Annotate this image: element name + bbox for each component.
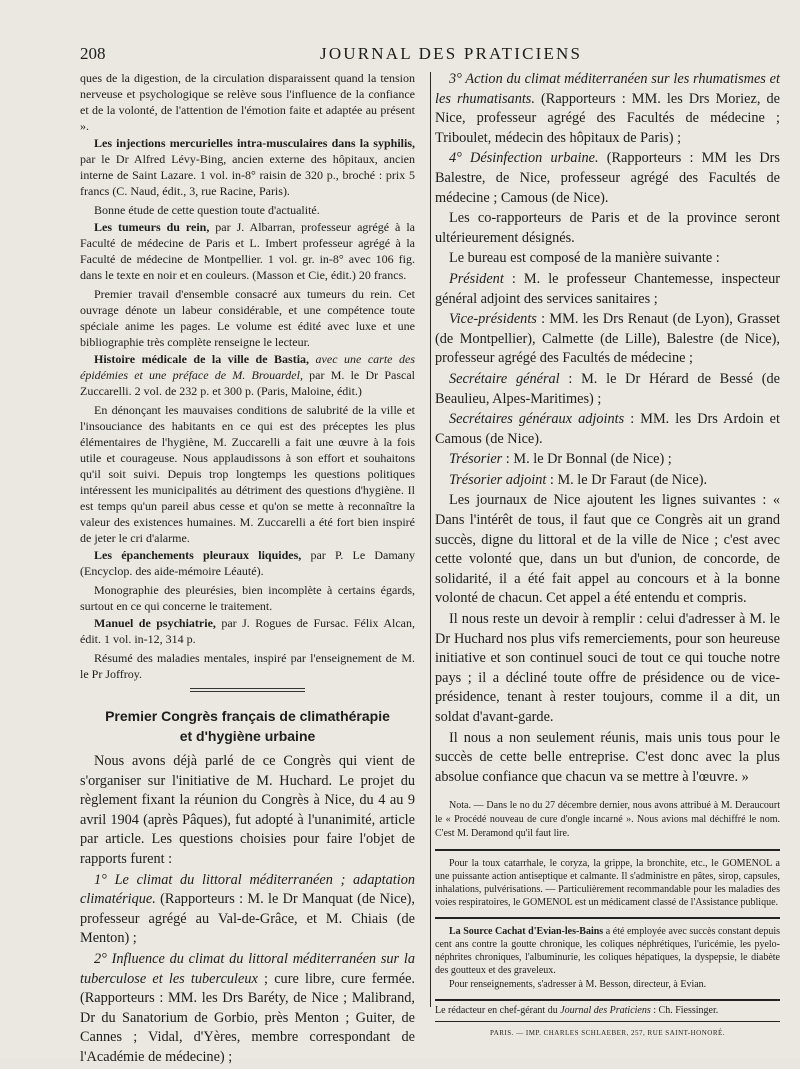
review-title: Les injections mercurielles intra-musculaires dans la syphilis, — [94, 136, 415, 150]
intro-paragraph: ques de la digestion, de la circulation disparaissent quand la tension nerveuse et psychologique se relève sous l'influence de la confiance et de la volonté, de l'attention de l'émotion faite et adaptée au présent ». — [80, 71, 415, 133]
evian-contact: Pour renseignements, s'adresser à M. Besson, directeur, à Evian. — [449, 979, 707, 991]
column-divider — [430, 72, 431, 1007]
role-label: Vice-présidents — [449, 311, 537, 328]
role-label: Secrétaire général — [449, 370, 560, 387]
editor-name: : Ch. Fiessinger. — [650, 1005, 719, 1017]
question-title: 4° Désinfection urbaine. — [449, 150, 599, 167]
role-holder: : MM. les Drs Renaut (de Lyon), Grasset (de Montpellier), Calmette (de Lille), Balestre (de Nice), professeur agrégé des Facultés de médecine ; — [435, 311, 780, 367]
section-heading — [80, 706, 415, 746]
review-psychiatrie — [80, 615, 415, 647]
page-header — [70, 42, 780, 66]
question-title: 1° Le climat du littoral méditerranéen ; adaptation climatérique. — [80, 871, 415, 908]
evian-ad — [435, 925, 780, 977]
role-holder: : M. le professeur Chantemesse, inspecteur général adjoint des services sanitaires ; — [435, 270, 780, 307]
review-title: Les épanchements pleuraux liquides, — [94, 548, 302, 562]
gomenol-ad: Pour la toux catarrhale, le coryza, la grippe, la bronchite, etc., le GOMENOL a une puissante action antiseptique et calmante. Il s'administre en pâtes, sirop, capsules, inhalations, pulvérisations. — Particulièrement recommandable pour les maladies des voies respiratoires, le GOMENOL est un médicament classé de l'Assistance publique. — [435, 858, 780, 909]
printer-line: PARIS. — IMP. CHARLES SCHLAEBER, 257, RUE SAINT-HONORÉ. — [489, 1029, 726, 1038]
question-title: 3° Action du climat méditerranéen sur les rhumatismes et les rhumatisants. — [435, 71, 780, 107]
role-label: Secrétaires généraux adjoints — [449, 411, 625, 428]
review-comment: Bonne étude de cette question toute d'actualité. — [94, 203, 320, 217]
question-1 — [80, 871, 415, 949]
bureau-tresorier-adjoint — [435, 471, 780, 491]
ad-divider — [435, 849, 780, 851]
bureau-secretaire-general — [435, 370, 780, 409]
evian-ad-text: a été employée avec succès constant depuis cent ans contre la goutte chronique, les coliques néphrétiques, l'uricémie, les pyelo-néphrites chroniques, l'albuminurie, les coliques hépatiques, la dyspepsie, le diabète des goutteux et des graveleux. — [435, 926, 780, 977]
role-label: Trésorier adjoint — [449, 471, 547, 488]
review-comment: En dénonçant les mauvaises conditions de salubrité de la ville et l'insouciance des habitants en ce qui est des préceptes les plus élémentaires de l'hygiène, M. Zuccarelli a fait une œuvre à la fois utile et courageuse. Nous applaudissons à son effort et souhaitons qu'il soit suivi. Depuis trop longtemps les questions politiques intéressent les municipalités au détriment des questions d'hygiène. Il est temps qu'un pareil abus cesse et qu'on se mette à reconnaître la valeur des existences humaines. M. Zuccarelli a été fort bien inspiré de jeter le cri d'alarme. — [80, 403, 415, 545]
review-details: par le Dr Alfred Lévy-Bing, ancien externe des hôpitaux, ancien interne de Saint Lazare. 1 vol. in-8° raisin de 320 p., broché : prix 5 francs (C. Naud, édit., 3, rue Racine, Paris). — [80, 152, 415, 198]
question-rapporteurs: ; cure libre, cure fermée. (Rapporteurs : MM. les Drs Baréty, de Nice ; Malibrand, Dr du Sanatorium de Gorbio, près Menton ; Guiter, de Cannes ; Vidal, d'Yères, membre correspondant de l'Académie de médecine) ; — [80, 970, 415, 1065]
question-rapporteurs: (Rapporteurs : MM les Drs Balestre, de Nice, professeur agrégé des Facultés de médecine ; Camous (de Nice). — [435, 150, 780, 206]
review-comment: Monographie des pleurésies, bien incomplète à certains égards, surtout en ce qui concerne le traitement. — [80, 583, 415, 613]
question-2 — [80, 950, 415, 1068]
question-rapporteurs: (Rapporteurs : MM. les Drs Moriez, de Nice, professeur agrégé des Facultés de médecine ; Triboulet, médecin des hôpitaux de Paris) ; — [435, 90, 780, 146]
review-comment: Résumé des maladies mentales, inspiré par l'enseignement de M. le Pr Joffroy. — [80, 651, 415, 681]
review-bastia — [80, 351, 415, 399]
devoir-paragraph: Il nous reste un devoir à remplir : celui d'adresser à M. le Dr Huchard nos plus vifs remerciements, pour son heureuse initiative et son continuel souci de tout ce qui touche notre pays ; il a décliné toute offre de présidence ou de vice-présidence, tenant à rester toujours, comme il a dit, un soldat d'avant-garde. — [435, 611, 780, 725]
page-number: 208 — [80, 44, 106, 63]
review-title: Histoire médicale de la ville de Bastia, — [94, 352, 310, 366]
section-divider — [190, 688, 305, 692]
reunis-paragraph: Il nous a non seulement réunis, mais unis tous pour le succès de cette belle entreprise. C'est donc avec la plus absolue confiance que chacun va se mettre à l'œuvre. » — [435, 729, 780, 785]
question-rapporteurs: (Rapporteurs : M. le Dr Manquat (de Nice), professeur agrégé au Val-de-Grâce, et M. Chiais (de Menton) ; — [80, 891, 415, 947]
editor-journal: Journal des Praticiens — [560, 1005, 651, 1017]
review-title: Manuel de psychiatrie, — [94, 616, 216, 630]
journaux-paragraph: Les journaux de Nice ajoutent les lignes suivantes : « Dans l'intérêt de tous, il faut que ce Congrès ait un grand succès, digne du littoral et de la ville de Nice ; c'est avec cette volonté que, dans un but d'union, de concorde, de solidarité, il a été fait appel au concours et à la bonne volonté de chacun. Cet appel a été entendu et compris. — [435, 492, 780, 607]
question-3 — [435, 70, 780, 148]
congress-intro: Nous avons déjà parlé de ce Congrès qui vient de s'organiser sur l'initiative de M. Huchard. Le projet du règlement fixant la réunion du Congrès à Nice, du 4 au 9 avril 1904 (après Pâques), fut adopté à l'unanimité, article par article. Les questions choisies pour faire l'objet de rapports furent : — [80, 753, 415, 867]
role-holder: : M. le Dr Bonnal (de Nice) ; — [502, 451, 672, 468]
bureau-intro: Le bureau est composé de la manière suivante : — [449, 250, 720, 267]
right-column — [435, 70, 780, 1041]
ad-divider — [435, 917, 780, 919]
editor-line — [435, 999, 780, 1022]
editor-label: Le rédacteur en chef-gérant du — [435, 1005, 561, 1017]
role-holder: : M. le Dr Hérard de Bessé (de Beaulieu, Alpes-Maritimes) ; — [435, 370, 781, 407]
journal-title: JOURNAL DES PRATICIENS — [320, 44, 583, 63]
review-epanchements — [80, 547, 415, 579]
bureau-secretaires-adjoints — [435, 410, 780, 449]
bureau-tresorier — [435, 450, 780, 470]
question-4 — [435, 149, 780, 208]
review-title: Les tumeurs du rein, — [94, 220, 210, 234]
section-heading-line-2: et d'hygiène urbaine — [179, 728, 316, 744]
role-label: Président — [449, 270, 504, 287]
review-details: par M. le Dr Pascal Zuccarelli. 2 vol. de 232 p. et 300 p. (Paris, Maloine, édit.) — [80, 368, 415, 398]
evian-ad-title: La Source Cachat d'Evian-les-Bains — [449, 926, 604, 938]
left-column — [80, 70, 415, 1069]
review-subtitle: avec une carte des épidémies et une préface de M. Brouardel, — [80, 352, 415, 382]
review-details: par J. Rogues de Fursac. Félix Alcan, édit. 1 vol. in-12, 314 p. — [80, 616, 415, 646]
review-tumeurs-rein — [80, 219, 415, 283]
role-label: Trésorier — [449, 451, 503, 468]
co-rapporteurs: Les co-rapporteurs de Paris et de la province seront ultérieurement désignés. — [435, 210, 780, 246]
nota-note: Nota. — Dans le no du 27 décembre dernier, nous avons attribué à M. Deraucourt le « Procédé nouveau de cure d'ongle incarné ». Nous avions mal déchiffré le nom. C'est M. Deramond qu'il faut lire. — [435, 800, 780, 840]
review-details: par J. Albarran, professeur agrégé à la Faculté de médecine de Paris et L. Imbert professeur agrégé à la Faculté de médecine de Montpellier. 1 vol. gr. in-8° avec 106 fig. dans le texte en noir et en couleurs. (Masson et Cie, édit.) 20 francs. — [80, 220, 415, 282]
review-comment: Premier travail d'ensemble consacré aux tumeurs du rein. Cet ouvrage dénote un labeur considérable, et une compétence toute spéciale anime les pages. Le volume est édité avec luxe et une bibliographie très complète renseigne le lecteur. — [80, 287, 415, 349]
role-holder: : MM. les Drs Ardoin et Camous (de Nice). — [435, 411, 780, 447]
review-details: par P. Le Damany (Encyclop. des aide-mémoire Léauté). — [80, 548, 415, 578]
review-syphilis — [80, 135, 415, 199]
bureau-vice-presidents — [435, 310, 780, 369]
role-holder: : M. le Dr Faraut (de Nice). — [546, 471, 708, 488]
question-title: 2° Influence du climat du littoral méditerranéen sur la tuberculose et les tuberculeux — [80, 950, 415, 987]
section-heading-line-1: Premier Congrès français de climathérapie — [105, 708, 390, 724]
bureau-president — [435, 270, 780, 309]
